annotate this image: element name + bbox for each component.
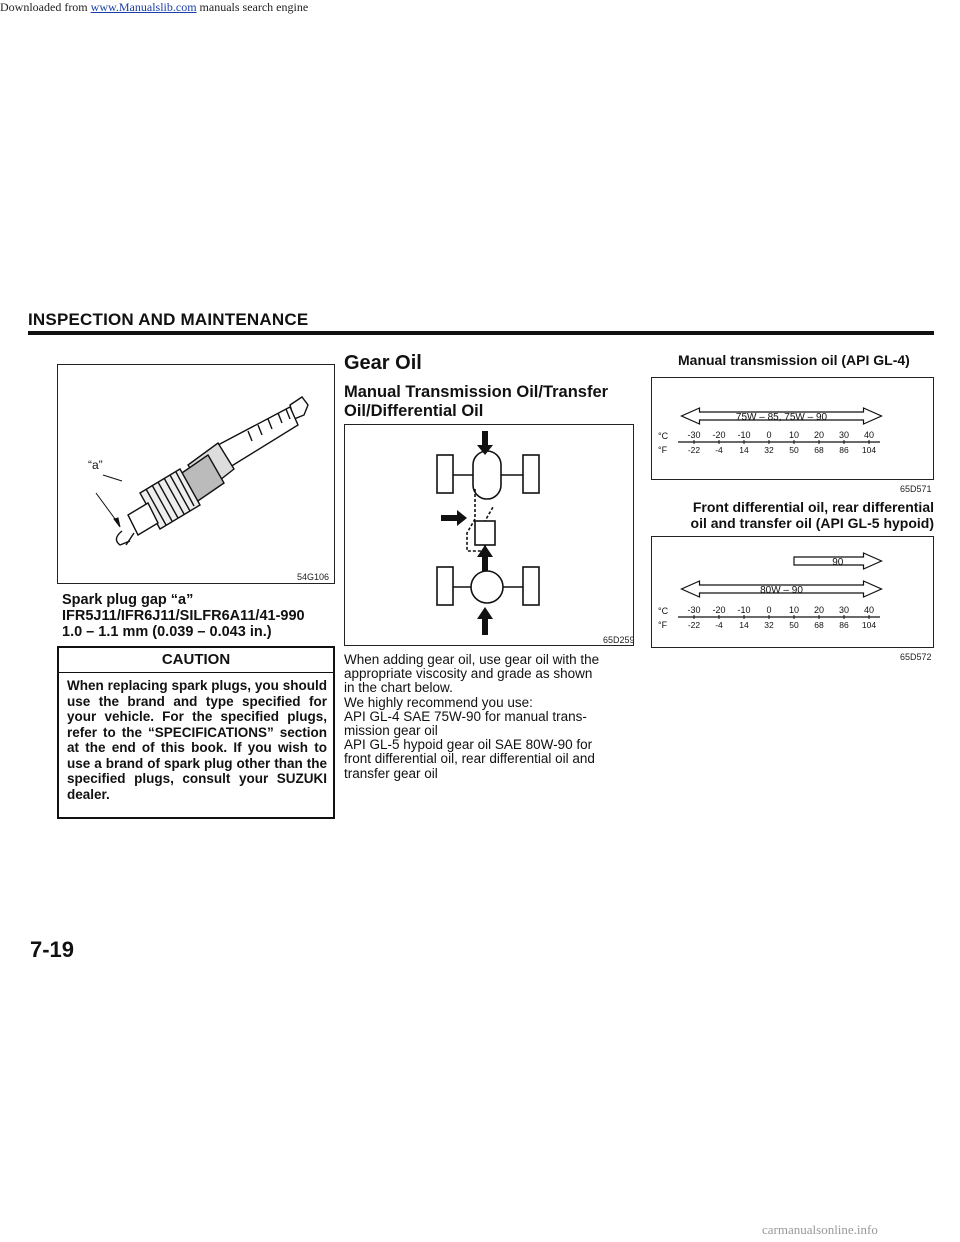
body-line: front differential oil, rear differential oil and xyxy=(344,751,595,767)
footer-watermark: carmanualsonline.info xyxy=(762,1222,878,1237)
fahrenheit-unit-label: °F xyxy=(658,620,668,630)
viscosity-chart-gl5 xyxy=(652,537,932,646)
fahrenheit-tick-label: 68 xyxy=(814,445,824,455)
body-line: in the chart below. xyxy=(344,680,453,696)
spec-line: IFR5J11/IFR6J11/SILFR6A11/41-990 xyxy=(62,608,305,624)
celsius-unit-label: °C xyxy=(658,431,669,441)
section-header: INSPECTION AND MAINTENANCE xyxy=(28,310,309,329)
fahrenheit-tick-label: 50 xyxy=(789,620,799,630)
body-line: We highly recommend you use: xyxy=(344,694,533,710)
viscosity-chart-gl4 xyxy=(652,378,932,478)
chart2-box xyxy=(651,536,934,648)
spark-plug-illustration xyxy=(58,365,333,582)
body-line: mission gear oil xyxy=(344,723,438,739)
caution-title: CAUTION xyxy=(59,648,333,673)
fahrenheit-unit-label: °F xyxy=(658,445,668,455)
gear-oil-instructions xyxy=(344,653,634,781)
fahrenheit-tick-label: 14 xyxy=(739,445,749,455)
celsius-tick-label: -30 xyxy=(687,430,701,440)
chart1-box xyxy=(651,377,934,480)
band-label: 90 xyxy=(832,557,844,568)
manualslib-link[interactable]: www.Manualslib.com xyxy=(90,0,197,14)
celsius-tick-label: 20 xyxy=(813,430,825,440)
chart2-heading-line: oil and transfer oil (API GL-5 hypoid) xyxy=(690,515,934,531)
fahrenheit-tick-label: 14 xyxy=(739,620,749,630)
band-label: 80W – 90 xyxy=(760,585,803,596)
fahrenheit-tick-label: 86 xyxy=(839,620,849,630)
celsius-tick-label: -30 xyxy=(687,605,701,615)
download-suffix: manuals search engine xyxy=(196,0,309,14)
fahrenheit-tick-label: 86 xyxy=(839,445,849,455)
chart2-heading-line: Front differential oil, rear differential xyxy=(692,499,934,515)
body-line: API GL-4 SAE 75W-90 for manual trans- xyxy=(344,708,587,724)
chart2-heading xyxy=(651,499,934,531)
caution-box xyxy=(57,646,335,819)
body-line: appropriate viscosity and grade as shown xyxy=(344,666,593,682)
spark-plug-spec xyxy=(62,592,305,640)
figure-code: 54G106 xyxy=(297,572,330,582)
celsius-tick-label: -10 xyxy=(737,430,751,440)
celsius-tick-label: -10 xyxy=(737,605,751,615)
spark-plug-figure xyxy=(57,364,335,584)
celsius-tick-label: 40 xyxy=(863,430,875,440)
chart1-heading: Manual transmission oil (API GL-4) xyxy=(678,352,910,368)
spec-line: Spark plug gap “a” xyxy=(62,592,194,608)
header-rule xyxy=(28,331,934,335)
celsius-tick-label: 20 xyxy=(813,605,825,615)
fahrenheit-tick-label: 104 xyxy=(861,445,877,455)
download-banner xyxy=(0,0,308,15)
figure-code: 65D572 xyxy=(900,652,932,662)
download-prefix: Downloaded from xyxy=(0,0,91,14)
celsius-tick-label: 10 xyxy=(788,605,800,615)
section-subtitle: Manual Transmission Oil/Transfer Oil/Differential Oil xyxy=(344,383,609,420)
celsius-tick-label: 10 xyxy=(788,430,800,440)
celsius-tick-label: -20 xyxy=(712,430,726,440)
celsius-tick-label: 30 xyxy=(838,430,850,440)
fahrenheit-tick-label: -4 xyxy=(715,620,723,630)
body-line: transfer gear oil xyxy=(344,765,438,781)
drivetrain-diagram xyxy=(345,425,632,644)
body-line: API GL-5 hypoid gear oil SAE 80W-90 for xyxy=(344,737,593,753)
fahrenheit-tick-label: -22 xyxy=(687,445,701,455)
spec-line: 1.0 – 1.1 mm (0.039 – 0.043 in.) xyxy=(62,624,272,640)
fahrenheit-tick-label: 32 xyxy=(764,620,774,630)
page-number: 7-19 xyxy=(30,937,75,962)
caution-text: When replacing spark plugs, you should use the brand and type specified for your vehicle. For the specified plugs, refer to the “SPECIFICATIONS” section at the end of this book. If you wish to use a brand of spark plug other than the specified plugs, consult your SUZUKI dealer. xyxy=(67,678,327,802)
fahrenheit-tick-label: 50 xyxy=(789,445,799,455)
celsius-tick-label: 40 xyxy=(863,605,875,615)
drivetrain-figure xyxy=(344,424,634,646)
fahrenheit-tick-label: -22 xyxy=(687,620,701,630)
body-line: When adding gear oil, use gear oil with the xyxy=(344,652,600,667)
figure-code: 65D571 xyxy=(900,484,932,494)
celsius-tick-label: 30 xyxy=(838,605,850,615)
fahrenheit-tick-label: 32 xyxy=(764,445,774,455)
page-title: Gear Oil xyxy=(344,352,422,374)
fahrenheit-tick-label: 68 xyxy=(814,620,824,630)
celsius-tick-label: 0 xyxy=(766,430,772,440)
band-label: 75W – 85, 75W – 90 xyxy=(735,412,828,423)
fahrenheit-tick-label: 104 xyxy=(861,620,877,630)
celsius-tick-label: 0 xyxy=(766,605,772,615)
celsius-tick-label: -20 xyxy=(712,605,726,615)
figure-code: 65D259 xyxy=(603,635,635,645)
gap-marker-label: “a” xyxy=(88,458,103,472)
fahrenheit-tick-label: -4 xyxy=(715,445,723,455)
celsius-unit-label: °C xyxy=(658,606,669,616)
